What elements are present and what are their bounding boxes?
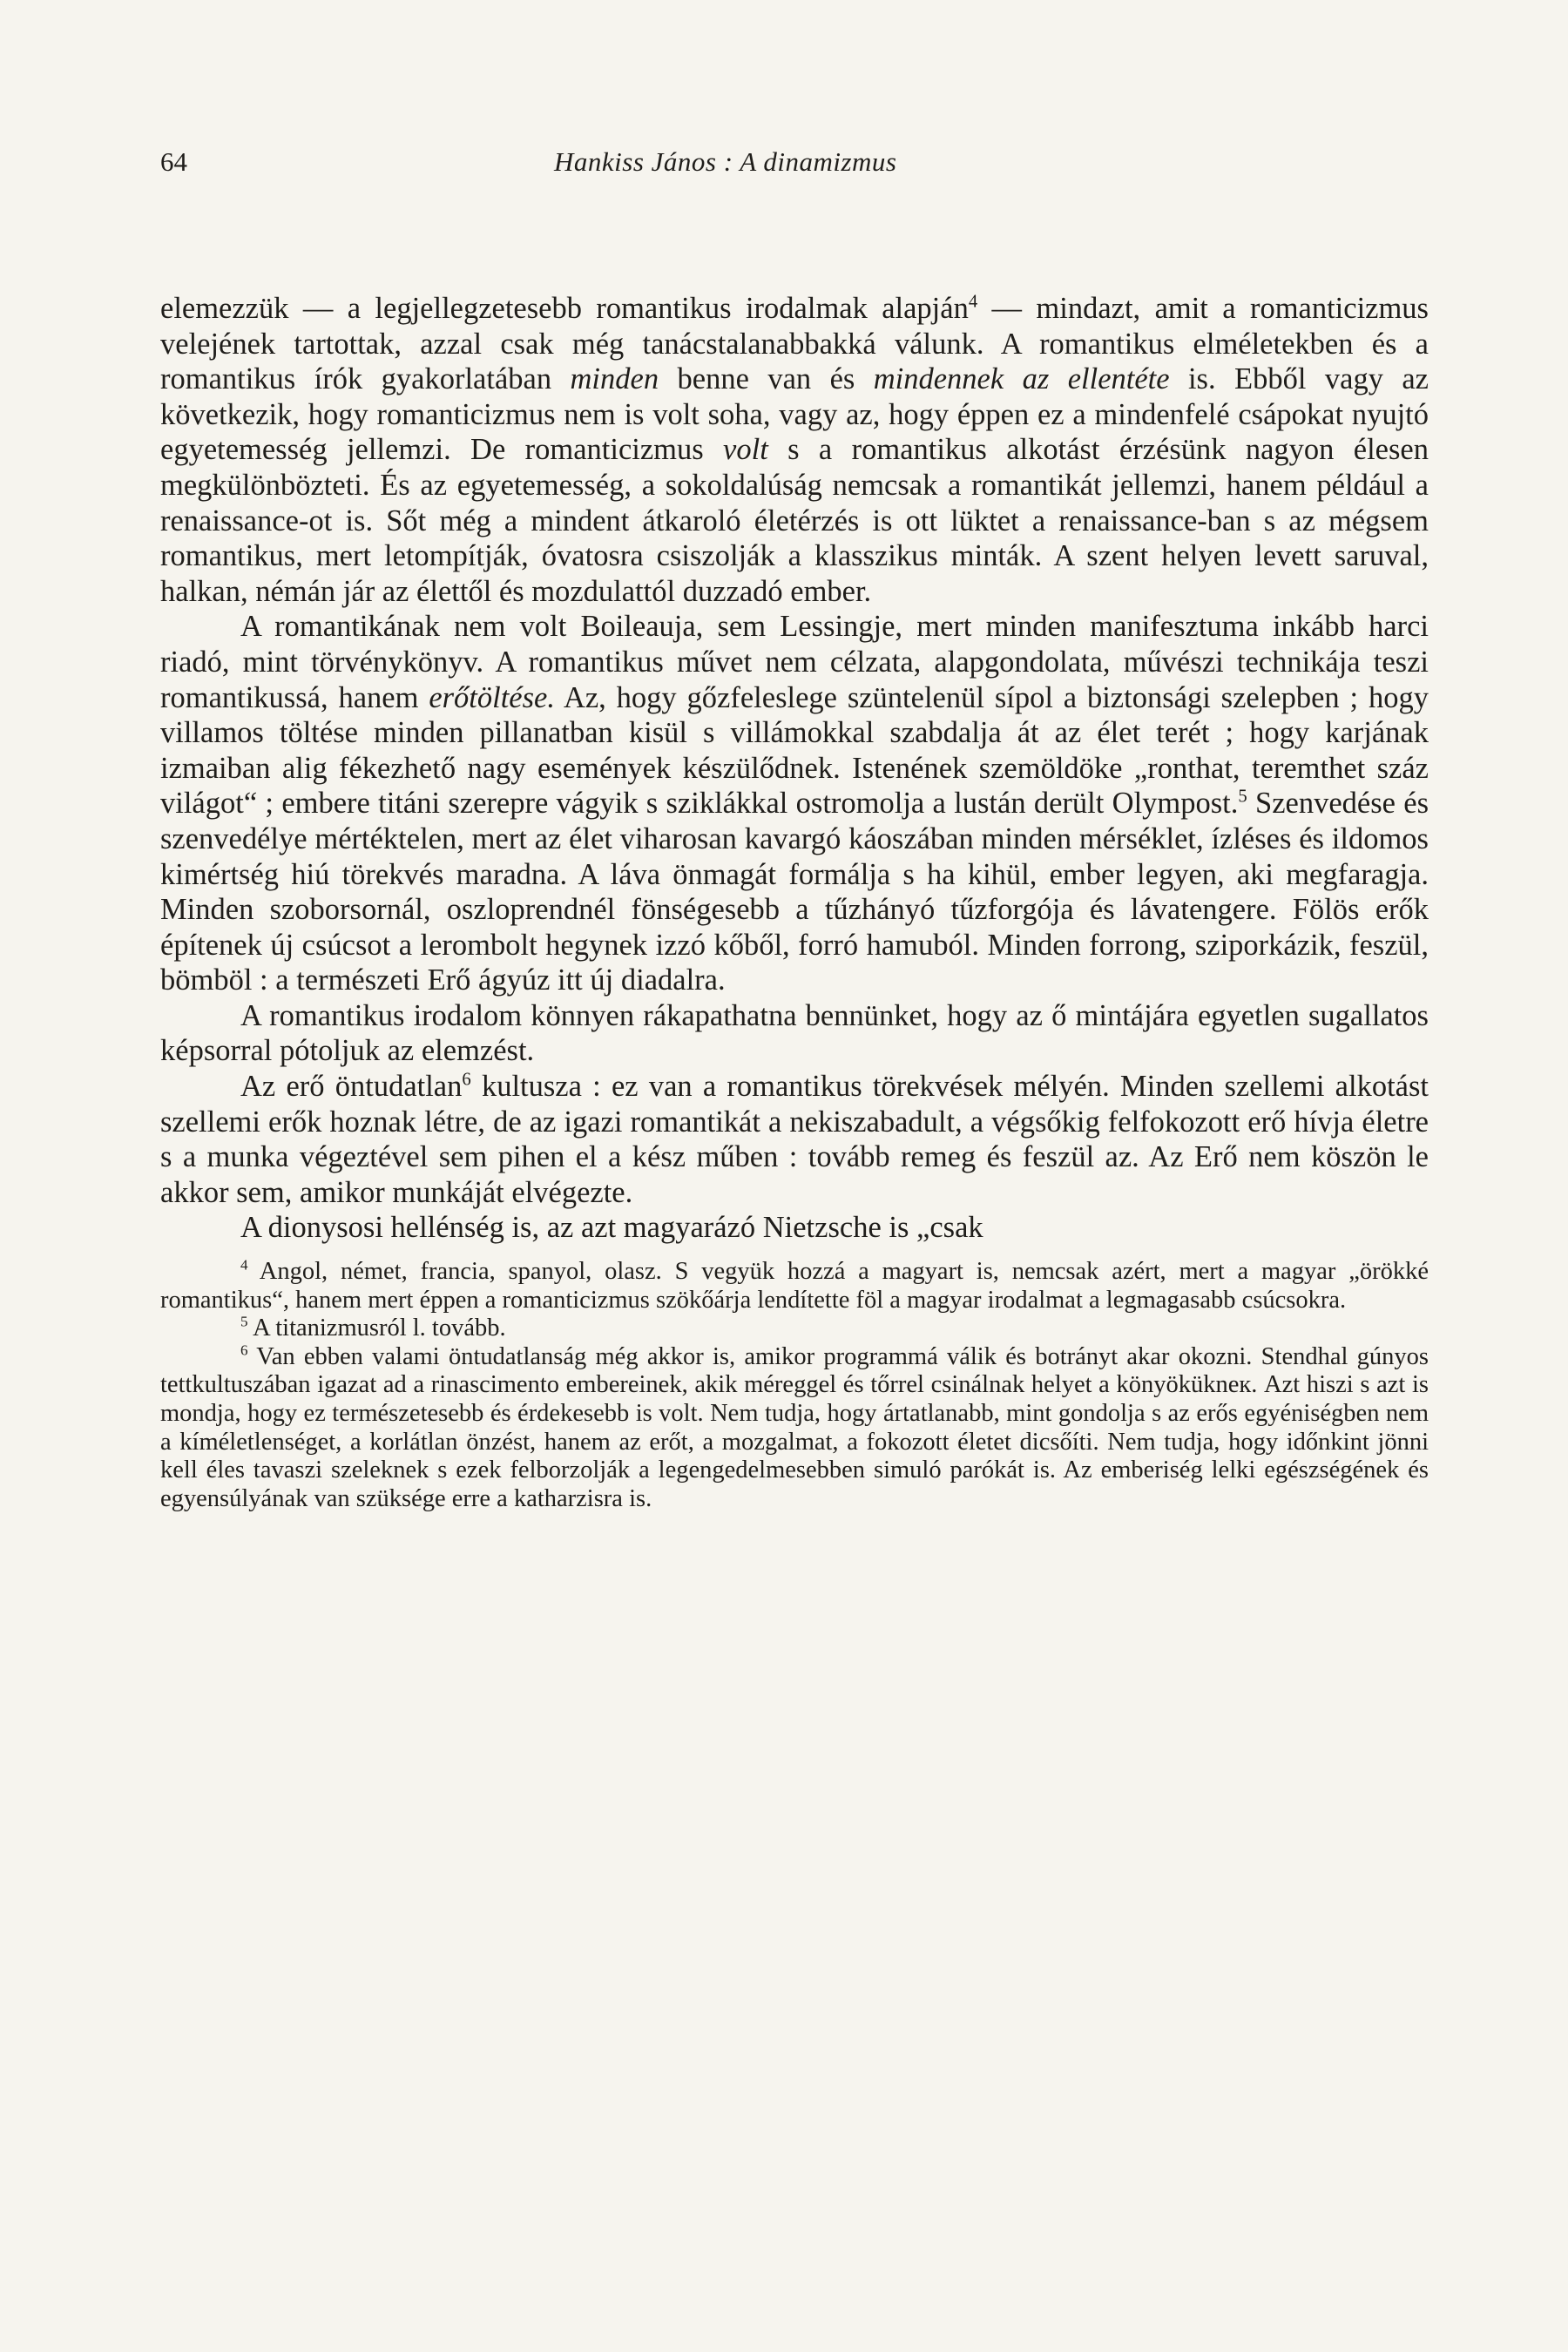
footnote-5: $^5$ A titanizmusról l. tovább. [240, 1313, 506, 1342]
page-header [160, 139, 1429, 183]
paragraph-2: A romantikának nem volt Boileauja, sem Lessingje, mert minden manifesztuma inkább harci riadó, mint törvénykönyv. A romantikus művet nem célzata, alapgondolata, művészi technikája teszi romantikussá, hanem erőtöltése. Az, hogy gőzfeleslege szüntelenül sípol a biztonsági szelepben ; hogy villamos töltése minden pillanatban kisül s villámokkal szabdalja át az élet terét ; hogy karjának izmaiban alig fékezhető nagy események készülődnek. Istenének szemöldöke „ronthat, teremthet száz világot“ ; embere titáni szerepre vágyik s sziklákkal ostromolja a lustán derült Olympost.$^5$ Szenvedése és szenvedélye mértéktelen, mert az élet viharosan kavargó káoszában minden mérséklet, ízléses és ildomos kimértség hiú törekvés maradna. A láva önmagát formálja s ha kihül, ember legyen, aki megfaragja. Minden szoborsornál, oszloprendnél fönségesebb a tűzhányó tűzforgója és lávatengere. Fölös erők építenek új csúcsot a lerombolt hegynek izzó kőből, forró hamuból. Minden forrong, sziporkázik, feszül, bömböl : a természeti Erő ágyúz itt új diadalra. [160, 610, 1429, 997]
paragraph-1: elemezzük — a legjellegzetesebb romantikus irodalmak alapján$^4$ — mindazt, amit a romanticizmus velejének tartottak, azzal csak még tanácstalanabbakká válunk. A romantikus elméletekben és a romantikus írók gyakorlatában minden benne van és mindennek az ellentéte is. Ebből vagy az következik, hogy romanticizmus nem is volt soha, vagy az, hogy éppen ez a mindenfelé csápokat nyujtó egyetemesség jellemzi. De romanticizmus volt s a romantikus alkotást érzésünk nagyon élesen megkülönbözteti. És az egyetemesség, a sokoldalúság nemcsak a romantikát jellemzi, hanem például a renaissance-ot is. Sőt még a mindent átkaroló életérzés is ott lüktet a renaissance-ban s az mégsem romantikus, mert letompítják, óvatosra csiszolják a klasszikus minták. A szent helyen levett saruval, halkan, némán jár az élettől és mozdulattól duzzadó ember. [160, 292, 1429, 608]
footnote-6: $^6$ Van ebben valami öntudatlanság még akkor is, amikor programmá válik és botrányt akar okozni. Stendhal gúnyos tettkultuszában igazat ad a rinascimento embereinek, akik méreggel és tőrrel csinálnak helyet a könyökükneк. Azt hiszi s azt is mondja, hogy ez természetesebb és érdekesebb is volt. Nem tudja, hogy ártatlanabb, mint gondolja s az erős egyéniségben nem a kíméletlenséget, a korlátlan önzést, hanem az erőt, a mozgalmat, a fokozott életet dicsőíti. Nem tudja, hogy időnkint jönni kell éles tavaszi szeleknek s ezek felborzolják a legengedelmesebben simuló parókát is. Az emberiség lelki egészségének és egyensúlyának van szüksége erre a katharzisra is. [160, 1342, 1429, 1512]
running-title: Hankiss János : A dinamizmus [554, 146, 897, 177]
paragraph-4: Az erő öntudatlan$^6$ kultusza : ez van a romantikus törekvések mélyén. Minden szellemi alkotást szellemi erők hoznak létre, de az igazi romantikát a nekiszabadult, a végsőkig felfokozott erő hívja életre s a munka végeztével sem pihen el a kész műben : tovább remeg és feszül az. Az Erő nem köszön le akkor sem, amikor munkáját elvégezte. [160, 1070, 1429, 1209]
page-number: 64 [160, 146, 187, 177]
footnote-ref-5: 5 [1238, 787, 1247, 807]
paragraph-5: A dionysosi hellénség is, az azt magyarázó Nietzsche is „csak [240, 1211, 983, 1245]
body-text [160, 291, 1429, 1246]
footnote-ref-6: 6 [462, 1070, 471, 1090]
book-page [160, 139, 1429, 1513]
footnote-ref-4: 4 [968, 292, 978, 312]
paragraph-3: A romantikus irodalom könnyen rákapathatna bennünket, hogy az ő mintájára egyetlen sugallatos képsorral pótoljuk az elemzést. [160, 998, 1429, 1068]
footnote-4: $^4$ Angol, német, francia, spanyol, olasz. S vegyük hozzá a magyart is, nemcsak azért, mert a magyar „örökké romantikus“, hanem mert éppen a romanticizmus szökőárja lendítette föl a magyar irodalmat a legmagasabb csúcsokra. [160, 1256, 1429, 1314]
footnotes [160, 1258, 1429, 1513]
